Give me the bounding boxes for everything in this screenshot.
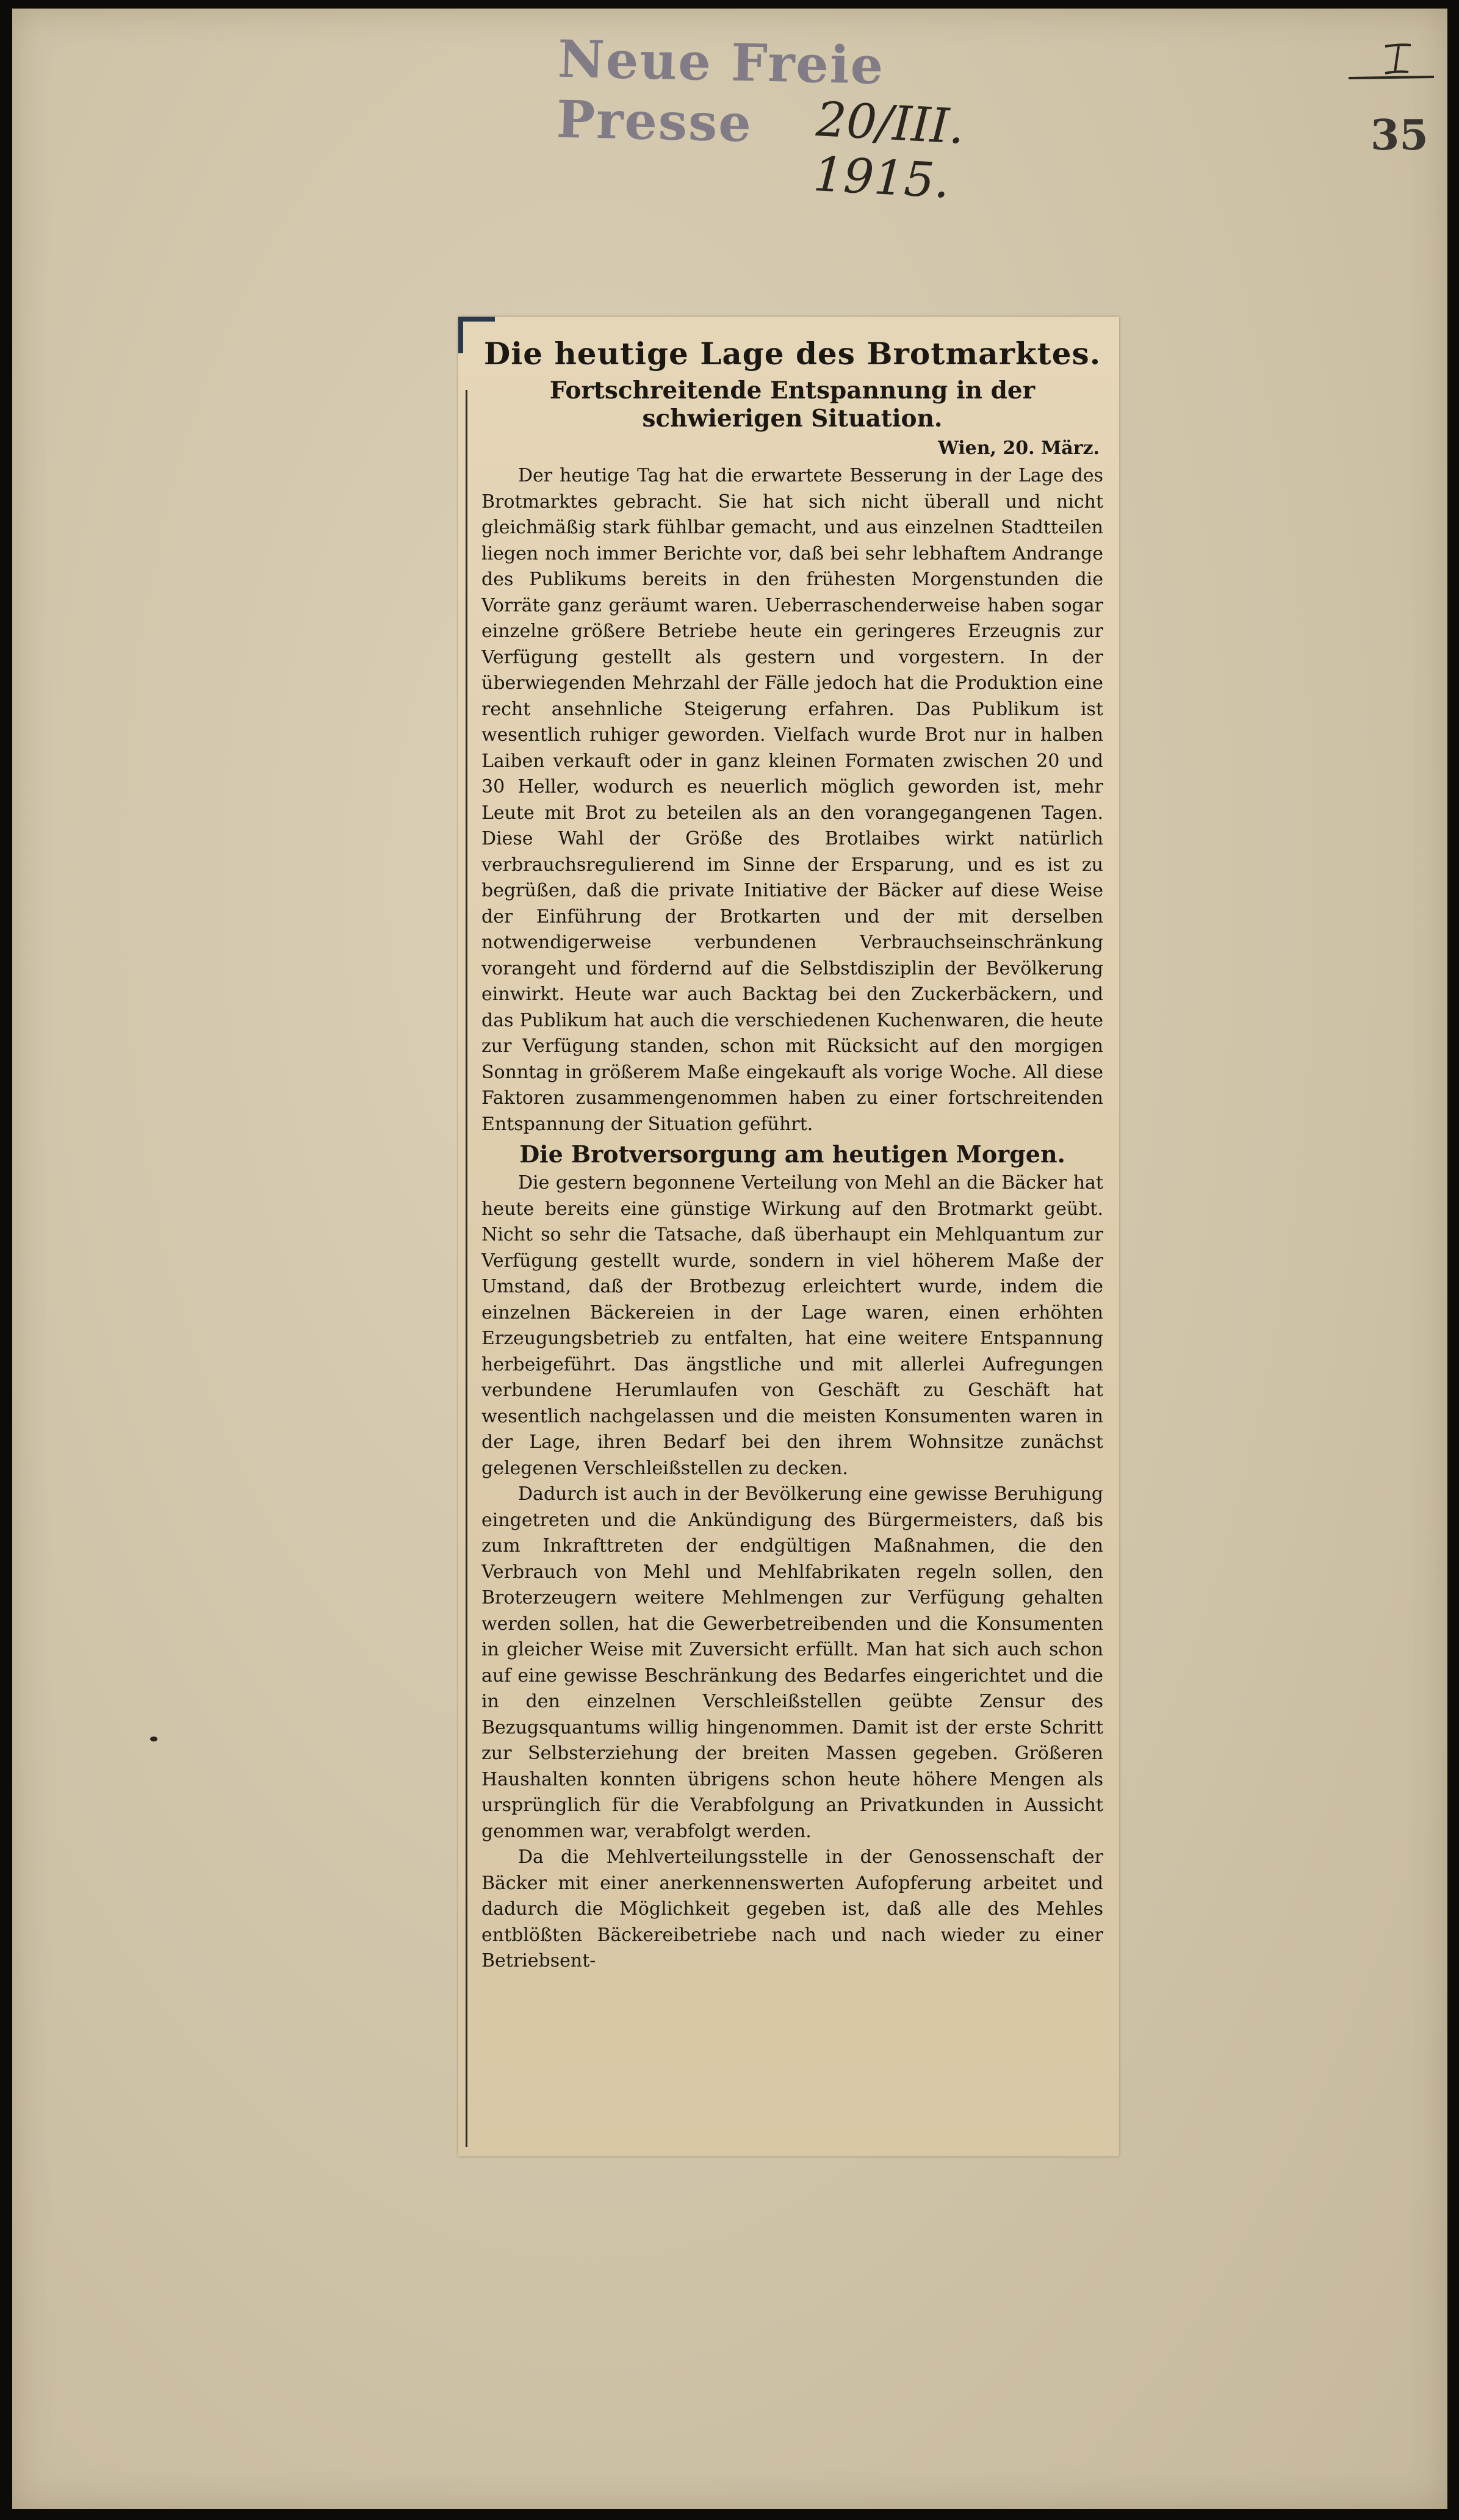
article-dateline: Wien, 20. März. xyxy=(938,437,1100,459)
article-subheadline: Fortschreitende Entspannung in der schwierigen Situation. xyxy=(549,376,1036,433)
section-paragraph: Die gestern begonnene Verteilung von Mehl an die Bäcker hat heute bereits eine günstige Wirkung auf den Brotmarkt geübt. Nicht so sehr die Tatsache, daß überhaupt ein Mehlquantum zur Verfügung gestellt wurde, sondern in viel höherem Maße der Umstand, daß der Brotbezug erleichtert wurde, indem die einzelnen Bäckereien in der Lage waren, einen erhöhten Erzeugungsbetrieb zu entfalten, hat eine weitere Entspannung herbeigeführt. Das ängstliche und mit allerlei Aufregungen verbundene Herumlaufen von Geschäft zu Geschäft hat wesentlich nachgelassen und die meisten Konsumenten waren in der Lage, ihren Bedarf bei den ihrem Wohnsitze zunächst gelegenen Verschleißstellen zu decken. xyxy=(481,1172,1103,1479)
sheet-number: 35 xyxy=(1371,111,1428,160)
newspaper-stamp: Neue Freie Presse xyxy=(556,28,885,154)
sheet-mark-glyph xyxy=(1342,40,1440,83)
newspaper-clipping xyxy=(458,317,1119,2156)
article-headline: Die heutige Lage des Brotmarktes. xyxy=(483,336,1101,372)
archive-sheet xyxy=(12,9,1447,2509)
sheet-mark-text: I xyxy=(1342,40,1343,41)
handwritten-date: 20/III. 1915. xyxy=(812,92,966,209)
section-heading: Die Brotversorgung am heutigen Morgen. xyxy=(519,1140,1065,1168)
corner-mark xyxy=(458,317,495,353)
ink-dot xyxy=(150,1737,157,1741)
column-rule xyxy=(466,390,467,2147)
section-paragraph: Dadurch ist auch in der Bevölkerung eine gewisse Beruhigung eingetreten und die Ankündigung des Bürgermeisters, daß bis zum Inkrafttreten der endgültigen Maßnahmen, die den Verbrauch von Mehl und Mehlfabrikaten regeln sollen, den Broterzeugern weitere Mehlmengen zur Verfügung gehalten werden sollen, hat die Gewerbetreibenden und die Konsumenten in gleicher Weise mit Zuversicht erfüllt. Man hat sich auch schon auf eine gewisse Beschränkung des Bedarfes eingerichtet und die in den einzelnen Verschleißstellen geübte Zensur des Bezugsquantums willig hingenommen. Damit ist der erste Schritt zur Selbsterziehung der breiten Massen gegeben. Größeren Haushalten konnten übrigens schon heute höhere Mengen als ursprünglich für die Verabfolgung an Privatkunden in Aussicht genommen war, verabfolgt werden. xyxy=(481,1483,1103,1842)
article-paragraph: Der heutige Tag hat die erwartete Besserung in der Lage des Brotmarktes gebracht. Sie hat sich nicht überall und nicht gleichmäßig stark fühlbar gemacht, und aus einzelnen Stadtteilen liegen noch immer Berichte vor, daß bei sehr lebhaftem Andrange des Publikums bereits in den frühesten Morgenstunden die Vorräte ganz geräumt waren. Ueberraschenderweise haben sogar einzelne größere Betriebe heute ein geringeres Erzeugnis zur Verfügung gestellt als gestern und vorgestern. In der überwiegenden Mehrzahl der Fälle jedoch hat die Produktion eine recht ansehnliche Steigerung erfahren. Das Publikum ist wesentlich ruhiger geworden. Vielfach wurde Brot nur in halben Laiben verkauft oder in ganz kleinen Formaten zwischen 20 und 30 Heller, wodurch es neuerlich möglich geworden ist, mehr Leute mit Brot zu beteilen als an den vorangegangenen Tagen. Diese Wahl der Größe des Brotlaibes wirkt natürlich verbrauchsregulierend im Sinne der Ersparung, und es ist zu begrüßen, daß die private Initiative der Bäcker auf diese Weise der Einführung der Brotkarten und der mit derselben notwendigerweise verbundenen Verbrauchseinschränkung vorangeht und fördernd auf die Selbstdisziplin der Bevölkerung einwirkt. Heute war auch Backtag bei den Zuckerbäckern, und das Publikum hat auch die verschiedenen Kuchenwaren, die heute zur Verfügung standen, schon mit Rücksicht auf den morgigen Sonntag in größerem Maße eingekauft als vorige Woche. All diese Faktoren zusammengenommen haben zu einer fortschreitenden Entspannung der Situation geführt. xyxy=(481,465,1103,1135)
sheet-mark xyxy=(1342,40,1440,83)
section-paragraph: Da die Mehlverteilungsstelle in der Genossenschaft der Bäcker mit einer anerkennenswerten Aufopferung arbeitet und dadurch die Möglichkeit gegeben ist, daß alle des Mehles entblößten Bäckereibetriebe nach und nach wieder zu einer Betriebsent- xyxy=(481,1846,1103,1971)
